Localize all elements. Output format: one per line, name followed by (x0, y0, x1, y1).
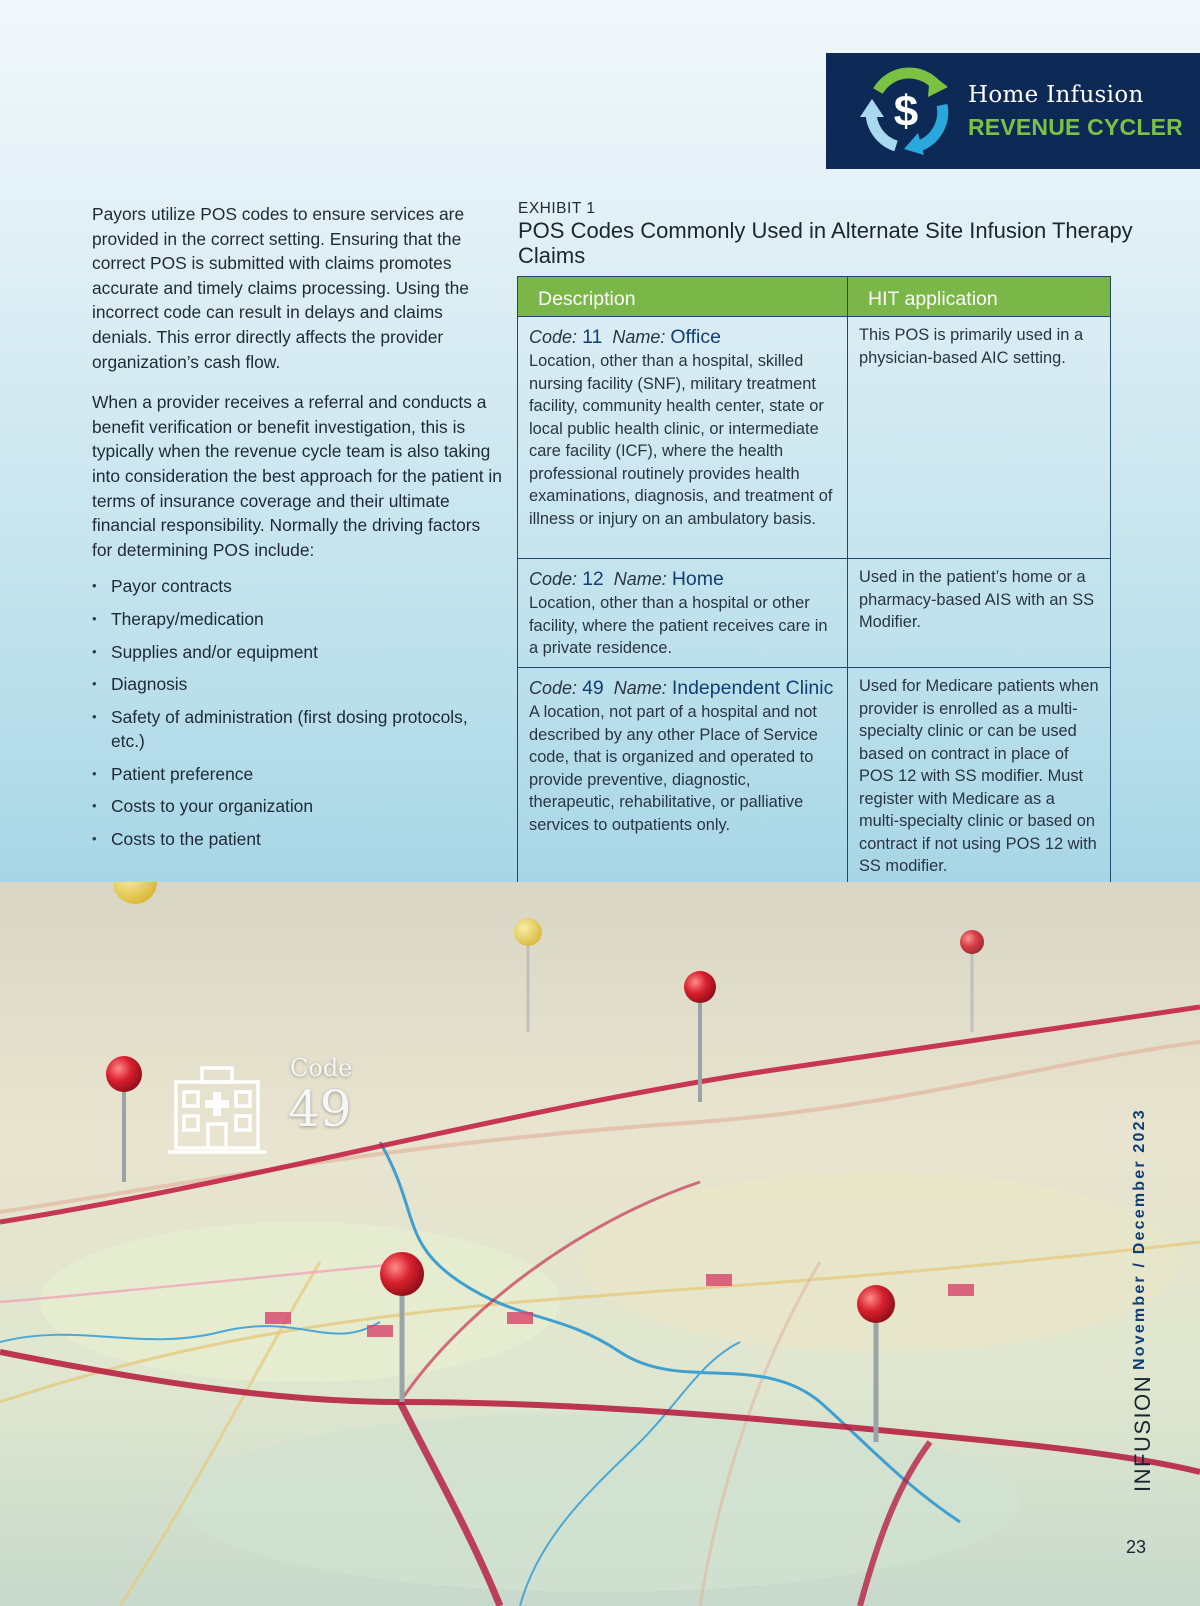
application-cell: Used for Medicare patients when provider is enrolled as a multi-specialty clinic or can be used based on contract in place of POS 12 with SS modifier. Must register with Medicare as a multi-specialty clinic or based on contract if not using POS 12 with SS modifier. (848, 668, 1111, 891)
table-header-row (518, 277, 1111, 317)
pos-description: Location, other than a hospital or other facility, where the patient receives care in a private residence. (529, 594, 828, 657)
code-line (529, 675, 836, 701)
body-paragraph-1: Payors utilize POS codes to ensure services are provided in the correct setting. Ensuring that the correct POS is submitted with claims promotes accurate and timely claims processing. Using the incorrect code can result in delays and claims denials. This error directly affects the provider organization’s cash flow. (92, 204, 469, 372)
page-number: 23 (1126, 1537, 1147, 1557)
badge-subtitle: REVENUE CYCLER (968, 113, 1183, 140)
pos-name: Home (671, 568, 724, 590)
list-item: • Patient preference (92, 762, 502, 787)
name-label: Name: (612, 327, 666, 347)
revenue-cycler-badge (826, 53, 1200, 169)
code-line (529, 566, 836, 592)
list-item: • Payor contracts (92, 574, 502, 599)
code-number: 11 (582, 326, 603, 348)
table-row (518, 559, 1111, 668)
pos-factor-list (92, 574, 502, 851)
pos-name: Office (670, 326, 721, 348)
code-label: Code: (529, 569, 578, 589)
clinic-building-icon (166, 1064, 268, 1160)
code-line (529, 324, 836, 350)
magazine-name: INFUSION (1130, 1374, 1155, 1492)
svg-text:$: $ (893, 87, 919, 136)
issue-date: November / December 2023 (1131, 1108, 1148, 1370)
photo-code-number: 49 (288, 1080, 352, 1138)
body-paragraph-2: When a provider receives a referral and conducts a benefit verification or benefit investigation, this is typically when the revenue cycle team is also taking into consideration the best approach for the patient in terms of insurance coverage and their ultimate financial responsibility. Normally the driving factors for determining POS include: (92, 392, 502, 560)
code-number: 49 (582, 677, 604, 699)
badge-text (968, 82, 1183, 141)
code-number: 12 (582, 568, 604, 590)
name-label: Name: (613, 569, 667, 589)
description-cell (518, 317, 848, 559)
list-item: • Costs to the patient (92, 827, 502, 852)
badge-title: Home Infusion (968, 81, 1144, 108)
name-label: Name: (613, 678, 667, 698)
body-text (92, 202, 502, 860)
list-item: • Supplies and/or equipment (92, 640, 502, 665)
pos-description: Location, other than a hospital, skilled nursing facility (SNF), military treatment facility, community health center, state or local public health clinic, or intermediate care facility (ICF), where the health professional routinely provides health examinations, diagnosis, and treatment of illness or injury on an ambulatory basis. (529, 352, 833, 528)
list-item: • Therapy/medication (92, 607, 502, 632)
list-item: • Diagnosis (92, 672, 502, 697)
code-label: Code: (529, 327, 578, 347)
map-photo (0, 882, 1200, 1606)
list-item: • Safety of administration (first dosing protocols, etc.) (92, 705, 502, 754)
pos-description: A location, not part of a hospital and not described by any other Place of Service code, that is organized and operated to provide preventive, diagnostic, therapeutic, rehabilitative, or palliative services to outpatients only. (529, 703, 818, 834)
map-with-pins-image (0, 882, 1200, 1606)
code-label: Code: (529, 678, 578, 698)
column-header-description: Description (518, 277, 848, 317)
description-cell (518, 668, 848, 891)
photo-code-label: Code (290, 1054, 353, 1082)
dollar-cycle-icon (856, 61, 956, 161)
description-cell (518, 559, 848, 668)
exhibit-label: EXHIBIT 1 (518, 200, 596, 217)
column-header-hit-application: HIT application (848, 277, 1111, 317)
pos-name: Independent Clinic (671, 677, 834, 699)
exhibit-title: POS Codes Commonly Used in Alternate Site Infusion Therapy Claims (518, 218, 1133, 268)
table-row (518, 668, 1111, 891)
application-cell: This POS is primarily used in a physician-based AIC setting. (848, 317, 1111, 559)
application-cell: Used in the patient’s home or a pharmacy-based AIS with an SS Modifier. (848, 559, 1111, 668)
table-row (518, 317, 1111, 559)
pos-codes-table (517, 276, 1111, 891)
list-item: • Costs to your organization (92, 794, 502, 819)
